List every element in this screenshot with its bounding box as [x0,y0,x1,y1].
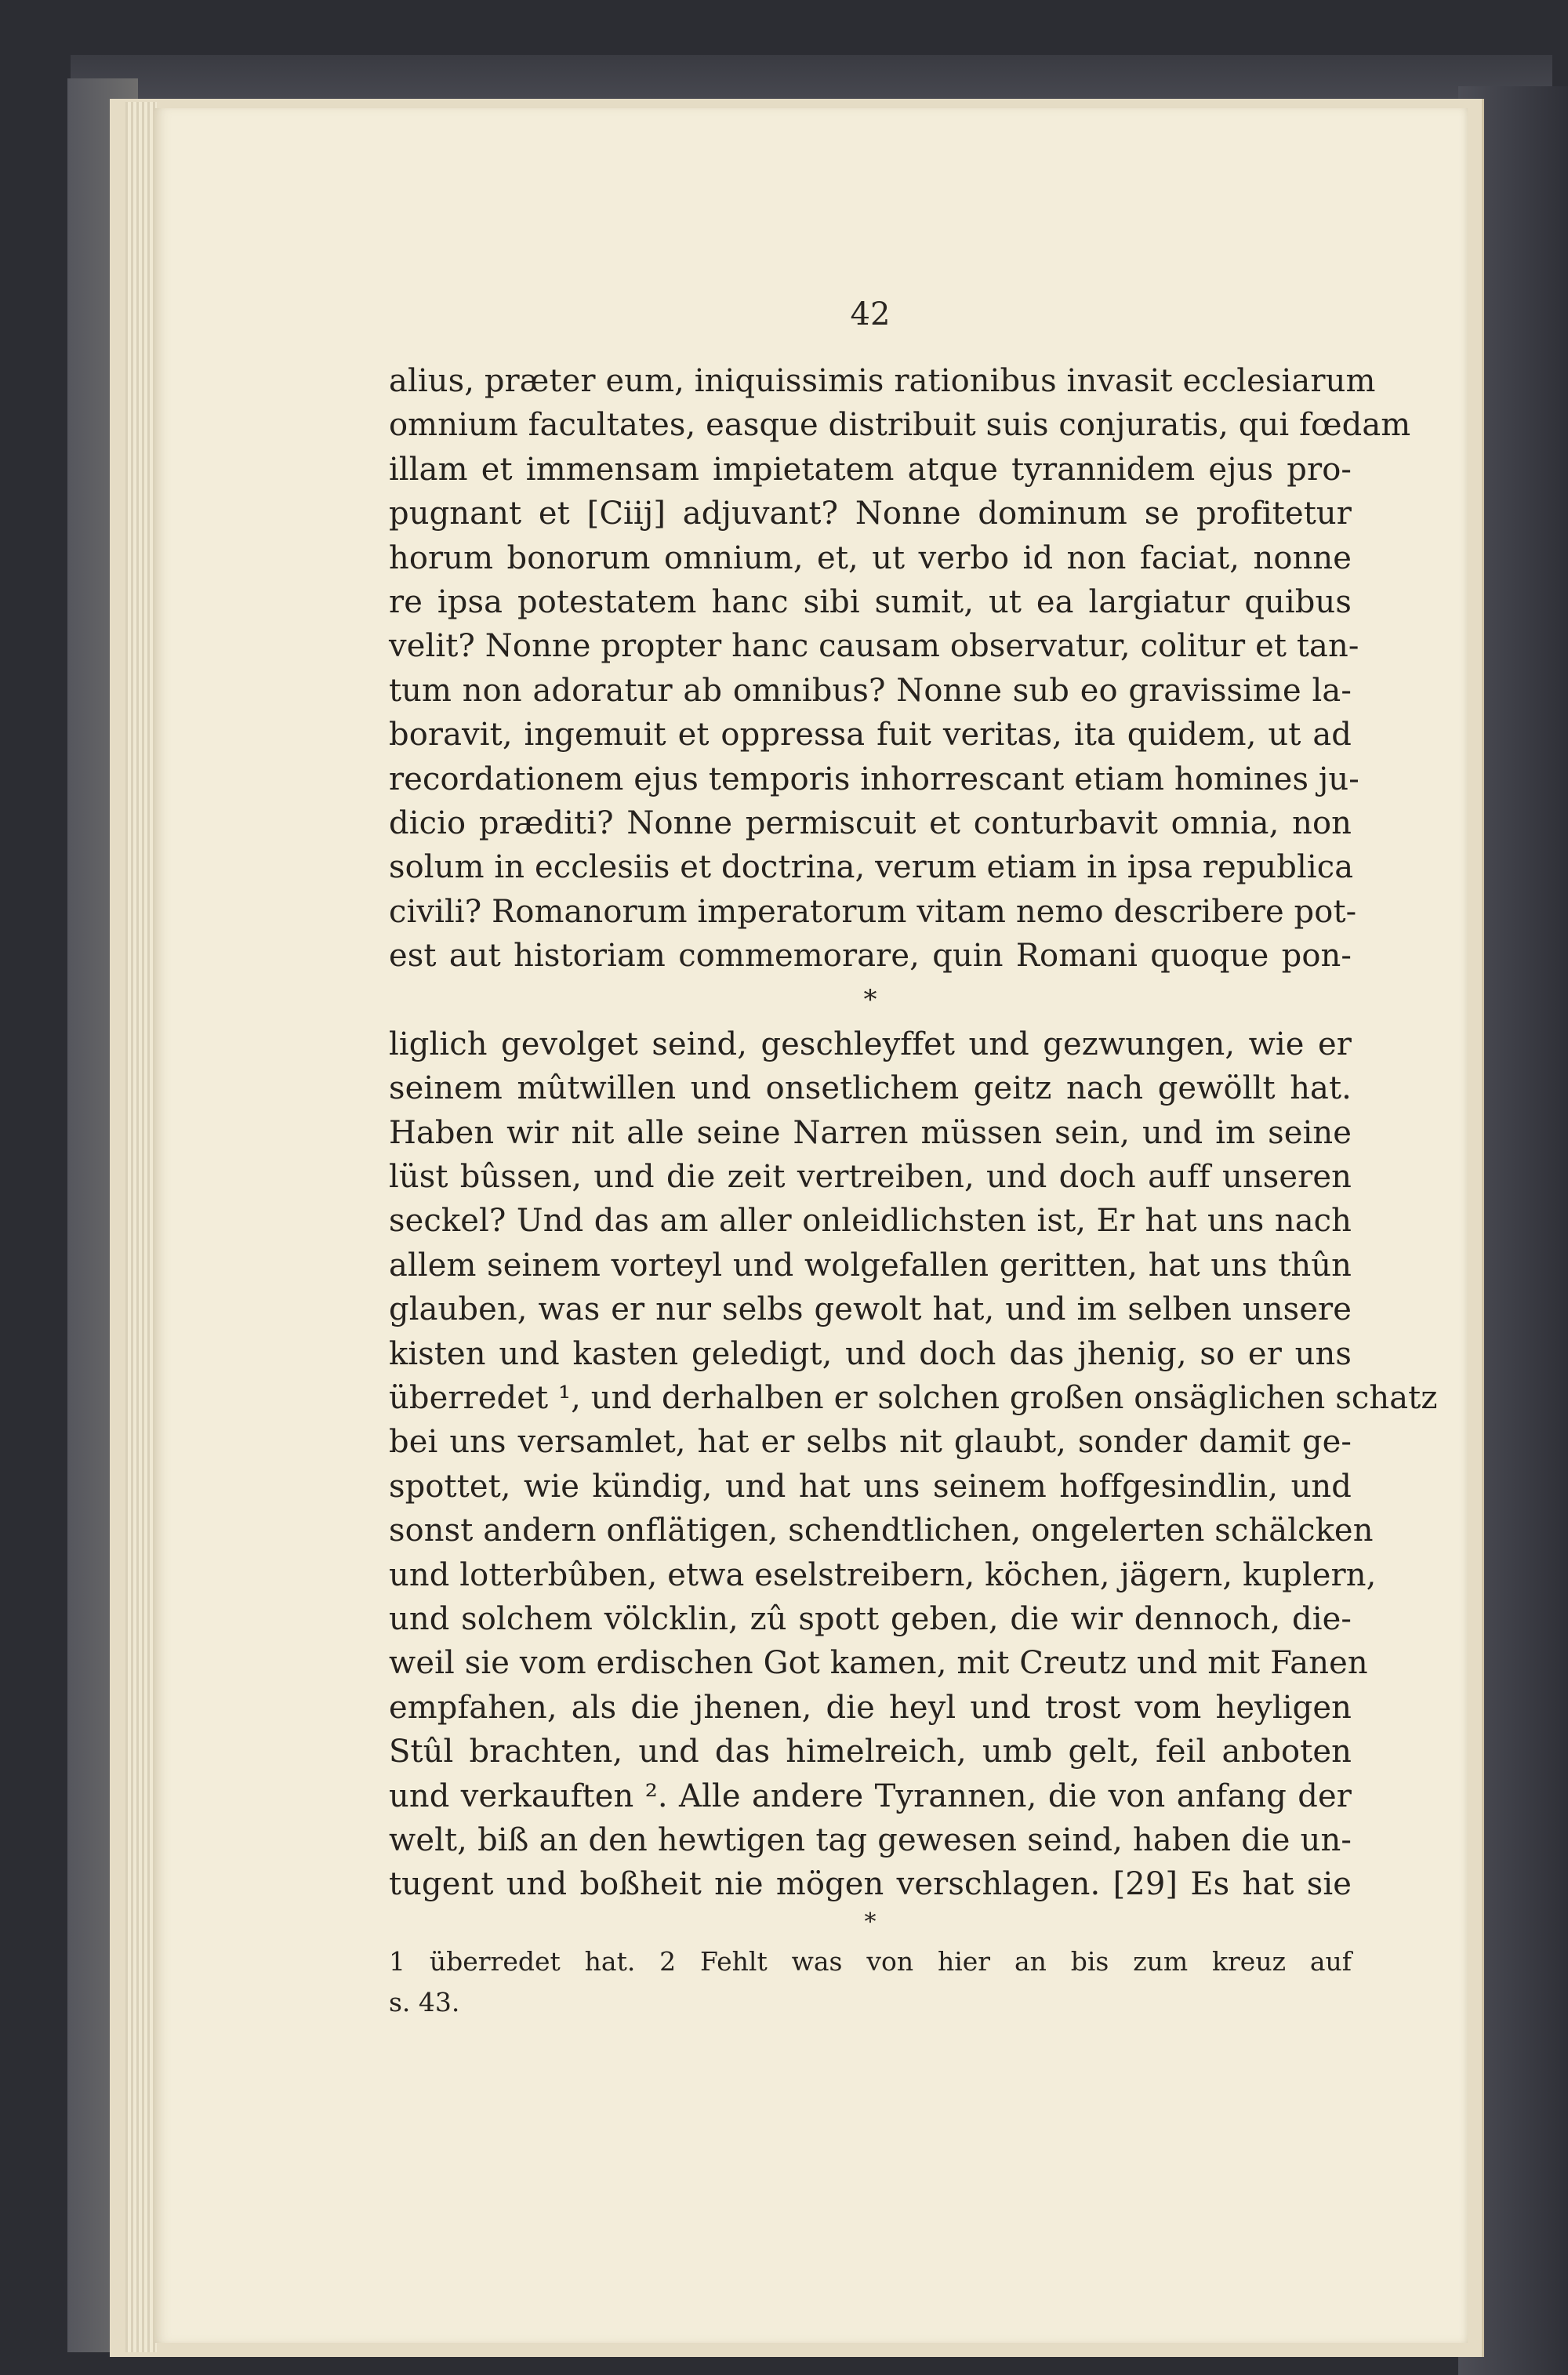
text-line: alius, præter eum, iniquissimis rationibus invasit ecclesiarum [389,363,1376,399]
text-line: horum bonorum omnium, et, ut verbo id non faciat, nonne [389,539,1352,576]
footnote-line-2: s. 43. [389,1986,460,2017]
text-line: velit? Nonne propter hanc causam observatur, colitur et tan- [389,628,1359,665]
text-line: re ipsa potestatem hanc sibi sumit, ut ea largiatur quibus [389,583,1352,620]
latin-paragraph [389,359,1411,978]
text-line: dicio præditi? Nonne permiscuit et conturbavit omnia, non [389,804,1352,841]
text-line: seinem mûtwillen und onsetlichem geitz nach gewöllt hat. [389,1070,1352,1107]
text-line: und lotterbûben, etwa eselstreibern, köchen, jägern, kuplern, [389,1556,1377,1593]
text-line: tugent und boßheit nie mögen verschlagen. [29] Es hat sie [389,1866,1352,1903]
text-line: boravit, ingemuit et oppressa fuit veritas, ita quidem, ut ad [389,717,1352,754]
text-line: überredet ¹, und derhalben er solchen großen onsäglichen schatz [389,1379,1438,1416]
text-line: kisten und kasten geledigt, und doch das jhenig, so er uns [389,1335,1352,1372]
text-line: illam et immensam impietatem atque tyrannidem ejus pro- [389,451,1352,488]
text-line: sonst andern onflätigen, schendtlichen, ongelerten schälcken [389,1513,1374,1549]
german-paragraph [389,1022,1438,1907]
text-line: liglich gevolget seind, geschleyffet und gezwungen, wie er [389,1026,1352,1062]
section-separator: * [863,984,877,1016]
text-line: allem seinem vorteyl und wolgefallen geritten, hat uns thûn [389,1247,1352,1284]
text-line: empfahen, als die jhenen, die heyl und trost vom heyligen [389,1689,1352,1726]
text-line: Haben wir nit alle seine Narren müssen sein, und im seine [389,1114,1352,1151]
text-line: und verkauften ². Alle andere Tyrannen, die von anfang der [389,1778,1352,1814]
text-line: weil sie vom erdischen Got kamen, mit Creutz und mit Fanen [389,1645,1368,1682]
text-line: omnium facultates, easque distribuit suis conjuratis, qui fœdam [389,407,1411,444]
text-line: solum in ecclesiis et doctrina, verum etiam in ipsa republica [389,849,1354,886]
text-line: est aut historiam commemorare, quin Romani quoque pon- [389,938,1352,975]
text-line: lüst bûssen, und die zeit vertreiben, und doch auff unseren [389,1159,1352,1196]
text-line: tum non adoratur ab omnibus? Nonne sub eo gravissime la- [389,672,1352,709]
text-line: seckel? Und das am aller onleidlichsten ist, Er hat uns nach [389,1203,1352,1240]
text-line: recordationem ejus temporis inhorrescant etiam homines ju- [389,761,1359,797]
text-line: und solchem völcklin, zû spott geben, die wir dennoch, die- [389,1600,1352,1637]
text-line: bei uns versamlet, hat er selbs nit glaubt, sonder damit ge- [389,1424,1352,1461]
footnote-separator: * [864,1908,877,1936]
main-text [389,359,1438,1938]
page-gutter [125,102,157,2352]
text-line: pugnant et [Ciij] adjuvant? Nonne dominum se profitetur [389,496,1352,532]
text-line: glauben, was er nur selbs gewolt hat, und im selben unsere [389,1291,1352,1328]
footnotes [389,1941,1352,2023]
text-line: welt, biß an den hewtigen tag gewesen seind, haben die un- [389,1821,1352,1858]
text-line: Stûl brachten, und das himelreich, umb gelt, feil anboten [389,1734,1352,1770]
text-line: spottet, wie kündig, und hat uns seinem hoffgesindlin, und [389,1468,1352,1505]
page-number: 42 [850,296,891,332]
footnote-line-1: 1 überredet hat. 2 Fehlt was von hier an bis zum kreuz auf [389,1945,1352,1977]
text-line: civili? Romanorum imperatorum vitam nemo describere pot- [389,893,1357,930]
